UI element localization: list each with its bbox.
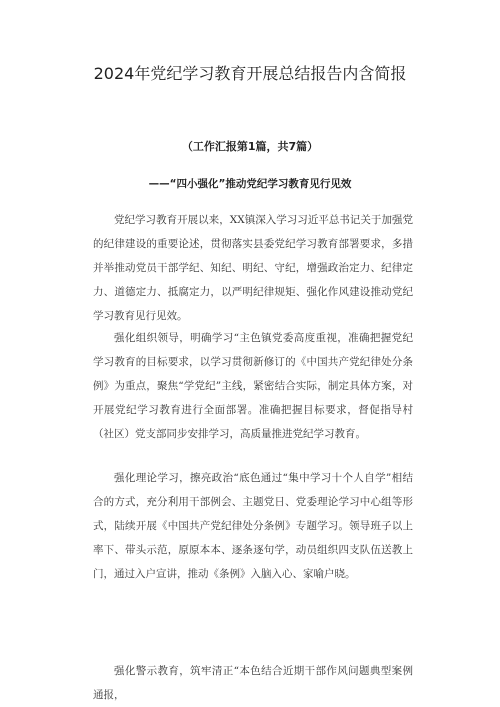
section-heading: ——“四小强化”推动党纪学习教育见行见效 <box>148 178 352 190</box>
paragraph: 强化理论学习，擦亮政治“底色通过“集中学习十个人自学”相结合的方式，充分利用干部例会、主题党日、党委理论学习中心组等形式，陆续开展《中国共产党纪律处分条例》专题学习。领导班子以上率下、带头示范，原原本本、逐条逐句学，动员组织四支队伍送教上门，通过入户宣讲，推动《条例》入脑入心、家喻户晓。 <box>93 472 413 580</box>
paragraph: 强化组织领导，明确学习“主色镇党委高度重视，准确把握党纪学习教育的目标要求，以学习贯彻新修订的《中国共产党纪律处分条例》为重点，聚焦“学党纪”主线，紧密结合实际，制定具体方案，对开展党纪学习教育进行全面部署。准确把握目标要求，督促指导村（社区）党支部同步安排学习，高质量推进党纪学习教育。 <box>93 332 413 440</box>
document-subtitle: （工作汇报第1篇，共7篇） <box>181 140 319 153</box>
paragraph: 强化警示教育，筑牢清正“本色结合近期干部作风问题典型案例通报， <box>93 665 413 701</box>
document-title: 2024年党纪学习教育开展总结报告内含简报 <box>93 64 407 83</box>
paragraph: 党纪学习教育开展以来，XX镇深入学习习近平总书记关于加强党的纪律建设的重要论述，贯彻落实县委党纪学习教育部署要求，多措并举推动党员干部学纪、知纪、明纪、守纪，增强政治定力、纪律定力、道德定力、抵腐定力，以严明纪律规矩、强化作风建设推动党纪学习教育见行见效。 <box>93 214 413 322</box>
